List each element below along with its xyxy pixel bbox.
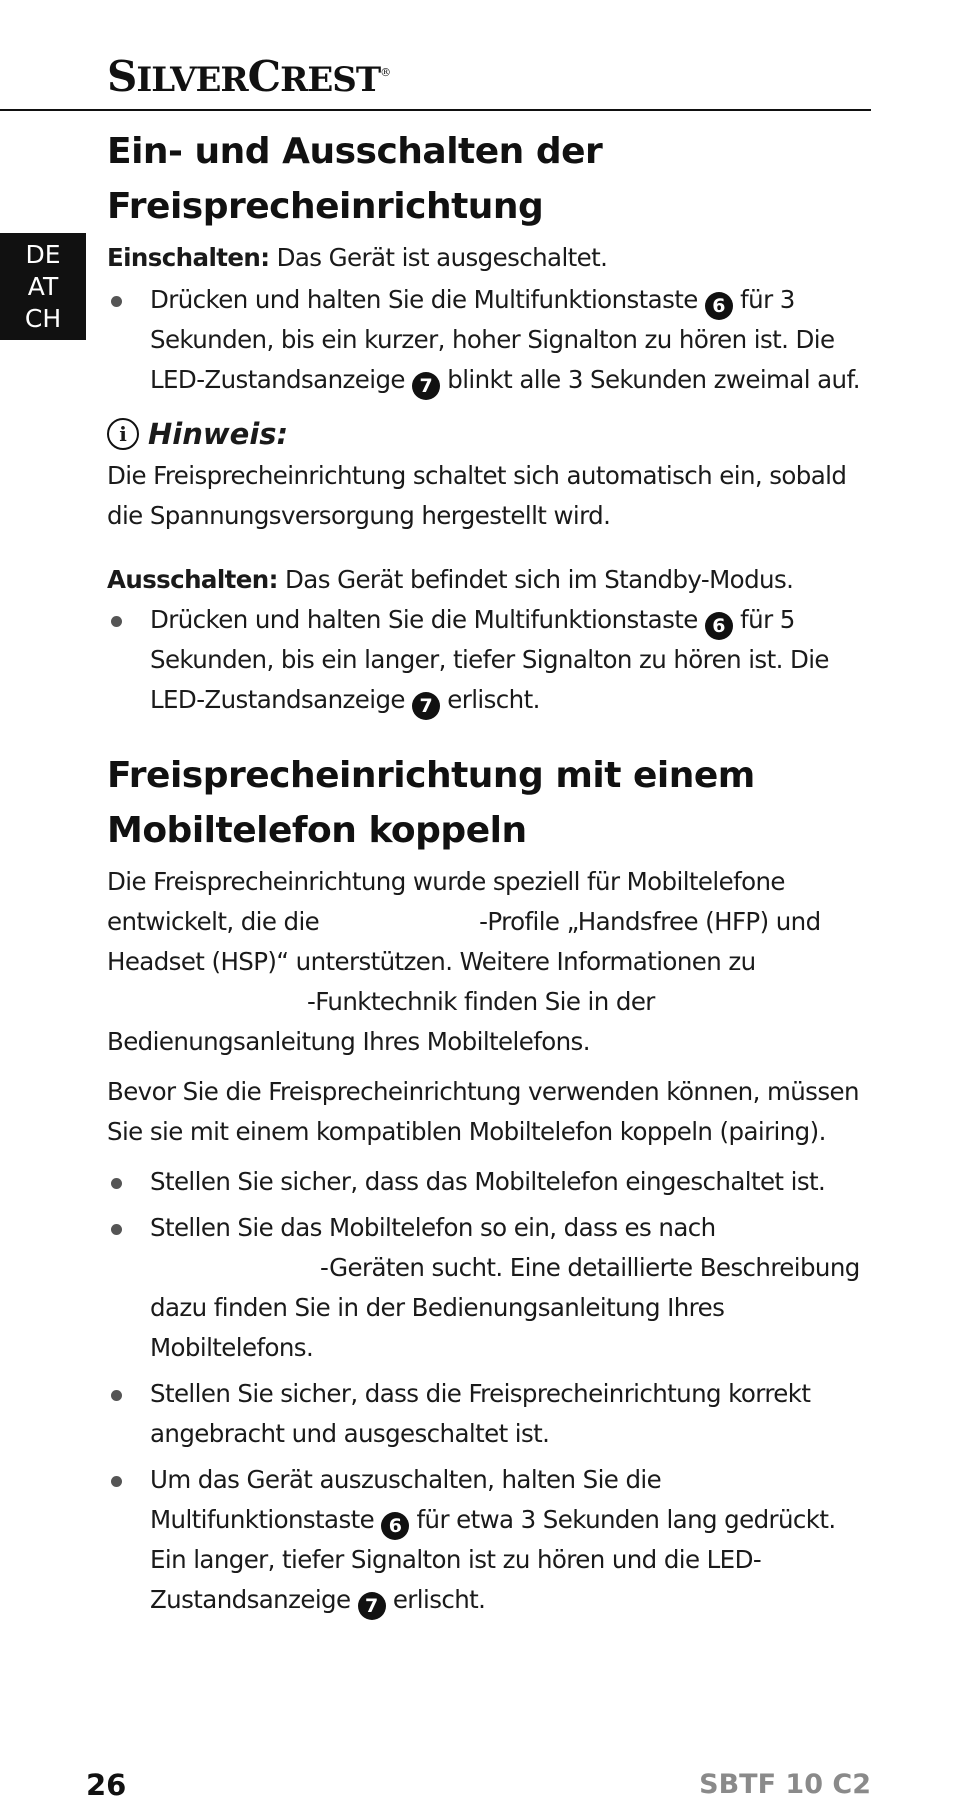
list-item: Stellen Sie sicher, dass das Mobiltelefon eingeschaltet ist. — [107, 1162, 867, 1202]
button-6-marker: 6 — [705, 612, 733, 640]
note-heading: i Hinweis: — [107, 412, 867, 456]
info-icon: i — [107, 418, 139, 450]
lang-ch: CH — [24, 303, 62, 333]
list-item: Stellen Sie sicher, dass die Freisprecheinrichtung korrekt angebracht und ausgeschaltet ist. — [107, 1374, 867, 1454]
language-tab — [0, 233, 86, 340]
button-6-marker: 6 — [705, 292, 733, 320]
pairing-requirement: Bevor Sie die Freisprecheinrichtung verwenden können, müssen Sie sie mit einem kompatiblen Mobiltelefon koppeln (pairing). — [107, 1077, 859, 1146]
power-off-intro: Ausschalten: Das Gerät befindet sich im Standby-Modus. — [107, 565, 794, 594]
list-item: Drücken und halten Sie die Multifunktionstaste 6 für 5 Sekunden, bis ein langer, tiefer Signalton zu hören ist. Die LED-Zustandsanzeige 7 erlischt. — [107, 600, 867, 720]
lang-de: DE — [25, 239, 61, 269]
power-on-steps — [107, 280, 867, 400]
page-number: 26 — [86, 1768, 127, 1802]
led-7-marker: 7 — [412, 692, 440, 720]
pairing-steps — [107, 1162, 867, 1620]
list-item: Drücken und halten Sie die Multifunktionstaste 6 für 3 Sekunden, bis ein kurzer, hoher Signalton zu hören ist. Die LED-Zustandsanzeige 7 blinkt alle 3 Sekunden zweimal auf. — [107, 280, 867, 400]
note-text: Die Freisprecheinrichtung schaltet sich automatisch ein, sobald die Spannungsversorgung hergestellt wird. — [107, 461, 847, 530]
list-item: Um das Gerät auszuschalten, halten Sie die Multifunktionstaste 6 für etwa 3 Sekunden lang gedrückt. Ein langer, tiefer Signalton ist zu hören und die LED-Zustandsanzeige 7 erlischt. — [107, 1460, 867, 1620]
led-7-marker: 7 — [358, 1592, 386, 1620]
silvercrest-logo: SILVERCREST® — [107, 52, 391, 101]
pairing-intro: Die Freisprecheinrichtung wurde speziell für Mobiltelefone entwickelt, die die -Profile „Handsfree (HFP) und Headset (HSP)“ unterstützen. Weitere Informationen zu-Funktechnik finden Sie in der Bedienungsanleitung Ihres Mobiltelefons. — [107, 867, 821, 1056]
section-title-power: Ein- und Ausschalten der Freisprecheinrichtung — [107, 131, 603, 227]
power-off-steps — [107, 600, 867, 720]
power-on-intro: Einschalten: Das Gerät ist ausgeschaltet. — [107, 243, 608, 272]
list-item: Stellen Sie das Mobiltelefon so ein, dass es nach -Geräten sucht. Eine detaillierte Beschreibung dazu finden Sie in der Bedienungsanleitung Ihres Mobiltelefons. — [107, 1208, 867, 1368]
page-content — [107, 124, 867, 1620]
model-number: SBTF 10 C2 — [699, 1769, 871, 1800]
led-7-marker: 7 — [412, 372, 440, 400]
header-rule — [0, 109, 871, 111]
button-6-marker: 6 — [381, 1512, 409, 1540]
lang-at: AT — [27, 271, 59, 301]
section-title-pairing: Freisprecheinrichtung mit einem Mobiltelefon koppeln — [107, 755, 755, 851]
